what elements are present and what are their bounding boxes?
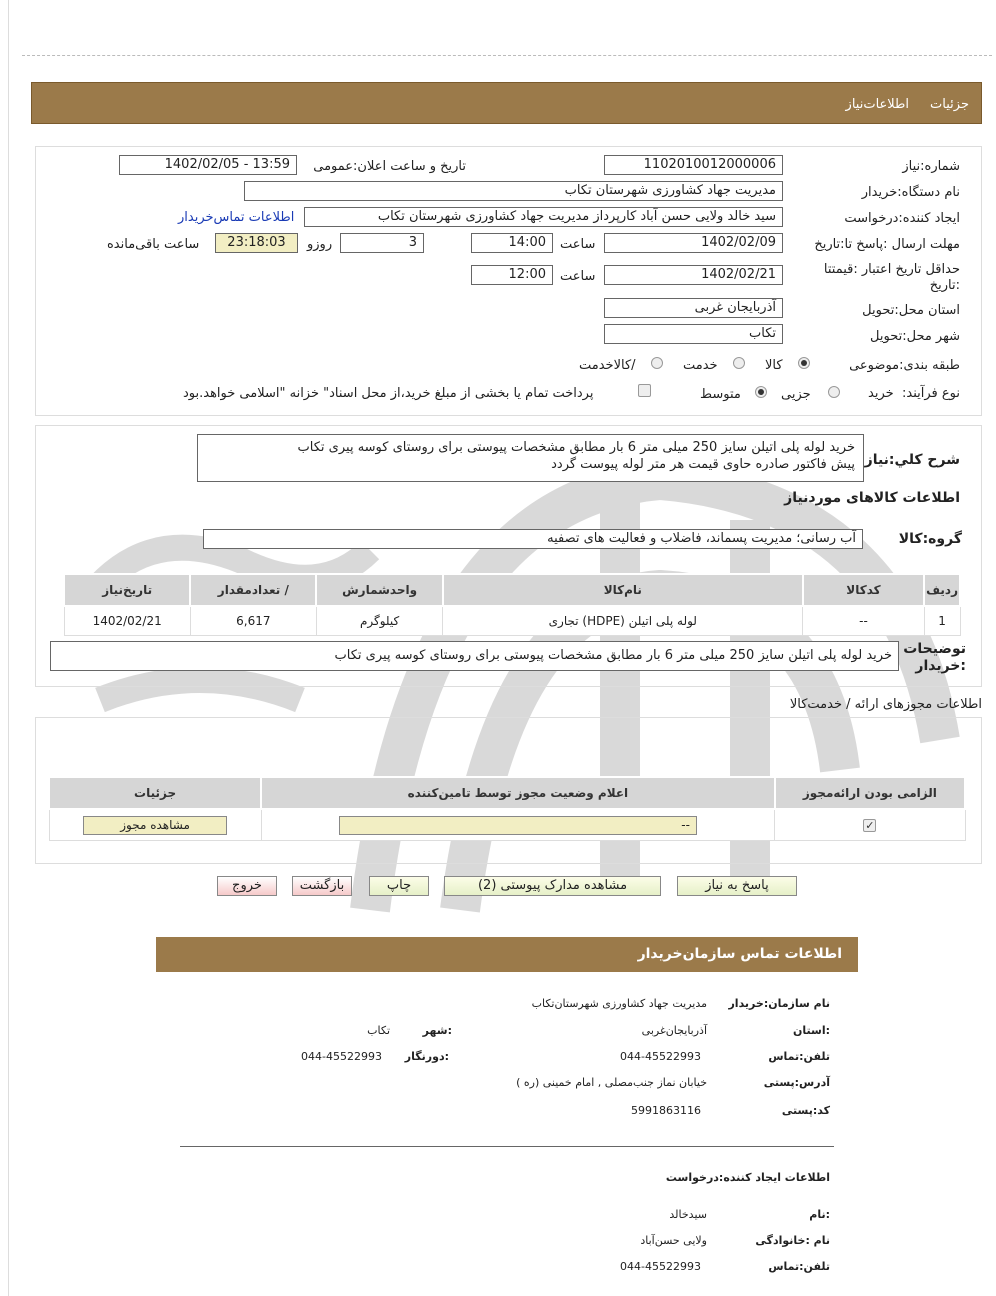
permit-status-field: --	[339, 816, 697, 835]
category-both-label: /کالاخدمت	[579, 358, 636, 373]
print-button[interactable]: چاپ	[369, 876, 429, 896]
contact-postal-label: کد:پستی	[781, 1104, 830, 1117]
validity-time-label: ساعت	[560, 269, 596, 284]
contact-fax-label: :دورنگار	[404, 1050, 449, 1063]
cell-row: 1	[924, 606, 960, 636]
contact-phone-label: تلفن:تماس	[768, 1050, 830, 1063]
cell-goods-code: --	[803, 606, 924, 636]
cell-quantity: 6,617	[190, 606, 316, 636]
process-partial-radio[interactable]	[828, 386, 840, 398]
general-description-field	[197, 434, 864, 482]
cell-need-date: 1402/02/21	[64, 606, 190, 636]
creator-field: سید خالد ولایی حسن آباد کارپرداز مدیریت جهاد کشاورزی شهرستان تکاب	[304, 207, 783, 227]
creator-phone-label: تلفن:تماس	[768, 1260, 830, 1273]
col-permit-details: جزئیات	[49, 777, 261, 809]
contact-divider	[180, 1146, 834, 1147]
creator-name-label: :نام	[809, 1208, 830, 1221]
buyer-notes-label-line2: :خریدار	[915, 658, 966, 674]
validity-label: حداقل تاریخ اعتبار :قیمتتا :تاریخ	[823, 262, 960, 293]
col-goods-name: نام‌کالا	[443, 574, 803, 606]
permit-required-checkbox[interactable]: ✓	[865, 819, 875, 832]
creator-label: ایجاد کننده:درخواست	[844, 211, 960, 226]
city-field: تکاب	[604, 324, 783, 344]
category-goods-label: کالا	[765, 358, 783, 373]
announce-date-label: تاریخ و ساعت اعلان:عمومی	[313, 159, 466, 174]
creator-name: سیدخالد	[669, 1208, 707, 1221]
table-row	[49, 809, 965, 841]
general-description-label: شرح کلي:نیاز	[864, 452, 960, 468]
category-both-radio[interactable]	[651, 357, 663, 369]
view-attachments-button[interactable]: مشاهده مدارک پیوستی (2)	[444, 876, 661, 896]
buyer-org-label: نام دستگاه:خریدار	[861, 185, 960, 200]
col-need-date: تاریخ‌نیاز	[64, 574, 190, 606]
col-goods-code: کدکالا	[803, 574, 924, 606]
tab-need-info[interactable]: اطلاعات‌نیاز	[845, 97, 909, 112]
view-permit-button[interactable]: مشاهده مجوز	[83, 816, 227, 835]
remaining-time-field: 23:18:03	[215, 233, 298, 253]
remaining-time-label: ساعت باقی‌مانده	[107, 237, 200, 252]
header-bar	[31, 82, 982, 124]
buyer-contact-link[interactable]: اطلاعات تماس‌خریدار	[178, 210, 295, 225]
permits-table	[48, 776, 966, 841]
contact-org: مدیریت جهاد کشاورزی شهرستان‌تکاب	[531, 997, 707, 1010]
page-left-border	[8, 0, 9, 1296]
contact-postal: 5991863116	[631, 1104, 701, 1117]
buyer-notes-field: خرید لوله پلی اتیلن سایز 250 میلی متر 6 بار مطابق مشخصات پیوستی برای روستای کوسه پیری تکاب	[50, 641, 899, 671]
col-unit: واحدشمارش	[316, 574, 442, 606]
deadline-label: مهلت ارسال :پاسخ تا:تاریخ	[814, 237, 960, 252]
validity-date-field: 1402/02/21	[604, 265, 783, 285]
buyer-notes-label	[903, 641, 966, 675]
table-row	[64, 606, 960, 636]
contact-address-label: آدرس:پستی	[763, 1076, 830, 1089]
goods-group-field: آب رسانی؛ مدیریت پسماند، فاضلاب و فعالیت های تصفیه	[203, 529, 863, 549]
deadline-time-label: ساعت	[560, 237, 596, 252]
contact-phone: 044-45522993	[620, 1050, 701, 1063]
creator-family: ولایی حسن‌آباد	[640, 1234, 707, 1247]
buyer-org-field: مدیریت جهاد کشاورزی شهرستان تکاب	[244, 181, 783, 201]
contact-city: تکاب	[367, 1024, 390, 1037]
contact-province-label: :استان	[793, 1024, 830, 1037]
city-label: شهر محل:تحویل	[870, 329, 960, 344]
tab-details[interactable]: جزئیات	[930, 97, 969, 112]
permits-title: اطلاعات مجوزهای ارائه / خدمت‌کالا	[789, 697, 982, 712]
cell-goods-name: لوله پلی اتیلن (HDPE) تجاری	[443, 606, 803, 636]
buyer-notes-label-line1: توضیحات	[903, 641, 966, 657]
announce-date-field: 1402/02/05 - 13:59	[119, 155, 297, 175]
description-line-1: خرید لوله پلی اتیلن سایز 250 میلی متر 6 بار مطابق مشخصات پیوستی برای روستای کوسه پیری تکاب	[297, 440, 855, 455]
goods-info-title: اطلاعات کالاهای موردنیاز	[784, 490, 960, 506]
creator-phone: 044-45522993	[620, 1260, 701, 1273]
exit-button[interactable]: خروج	[217, 876, 277, 896]
contact-address: خیابان نماز جنب‌مصلی , امام خمینی (ره )	[516, 1076, 707, 1089]
creator-info-title: اطلاعات ایجاد کننده:درخواست	[665, 1171, 830, 1184]
province-field: آذربایجان غربی	[604, 298, 783, 318]
back-button[interactable]: بازگشت	[292, 876, 352, 896]
deadline-time-field: 14:00	[471, 233, 553, 253]
deadline-date-field: 1402/02/09	[604, 233, 783, 253]
goods-group-label: گروه:کالا	[898, 531, 962, 547]
category-service-label: خدمت	[683, 358, 718, 373]
top-divider	[22, 55, 992, 56]
cell-permit-required	[775, 809, 965, 841]
need-number-label: شماره:نیاز	[902, 159, 960, 174]
days-field: 3	[340, 233, 424, 253]
contact-fax: 044-45522993	[301, 1050, 382, 1063]
cell-permit-details	[49, 809, 261, 841]
buyer-contact-title: اطلاعات تماس سازمان‌خریدار	[637, 946, 842, 962]
col-row: ردیف	[924, 574, 960, 606]
category-service-radio[interactable]	[733, 357, 745, 369]
reply-button[interactable]: پاسخ به نیاز	[677, 876, 797, 896]
col-quantity: / تعدادمقدار	[190, 574, 316, 606]
days-label: روزو	[307, 237, 333, 252]
process-type-label: نوع فرآیند:	[902, 386, 960, 401]
process-medium-radio[interactable]	[755, 386, 767, 398]
validity-time-field: 12:00	[471, 265, 553, 285]
need-number-field: 1102010012000006	[604, 155, 783, 175]
process-medium-label: متوسط	[700, 387, 741, 402]
process-buy-label: خرید	[868, 386, 894, 401]
province-label: استان محل:تحویل	[862, 303, 960, 318]
cell-unit: کیلوگرم	[316, 606, 442, 636]
contact-province: آذربایجان‌غربی	[641, 1024, 707, 1037]
payment-note: پرداخت تمام یا بخشی از مبلغ خرید،از محل اسناد" خزانه "اسلامی خواهد.بود	[183, 386, 594, 401]
creator-family-label: نام :خانوادگی	[755, 1234, 830, 1247]
payment-checkbox[interactable]	[638, 384, 651, 397]
process-partial-label: جزیی	[781, 387, 811, 402]
goods-table	[63, 573, 961, 636]
cell-permit-status	[261, 809, 775, 841]
col-permit-required: الزامی بودن ارائه‌مجوز	[775, 777, 965, 809]
buyer-contact-header	[156, 937, 858, 972]
col-permit-status: اعلام وضعیت مجوز توسط تامین‌کننده	[261, 777, 775, 809]
category-label: طبقه بندی:موضوعی	[849, 358, 960, 373]
contact-org-label: نام سازمان:خریدار	[728, 997, 830, 1010]
contact-city-label: :شهر	[422, 1024, 452, 1037]
category-goods-radio[interactable]	[798, 357, 810, 369]
description-line-2: پیش فاکتور صادره حاوی قیمت هر متر لوله پیوست گردد	[551, 457, 855, 472]
